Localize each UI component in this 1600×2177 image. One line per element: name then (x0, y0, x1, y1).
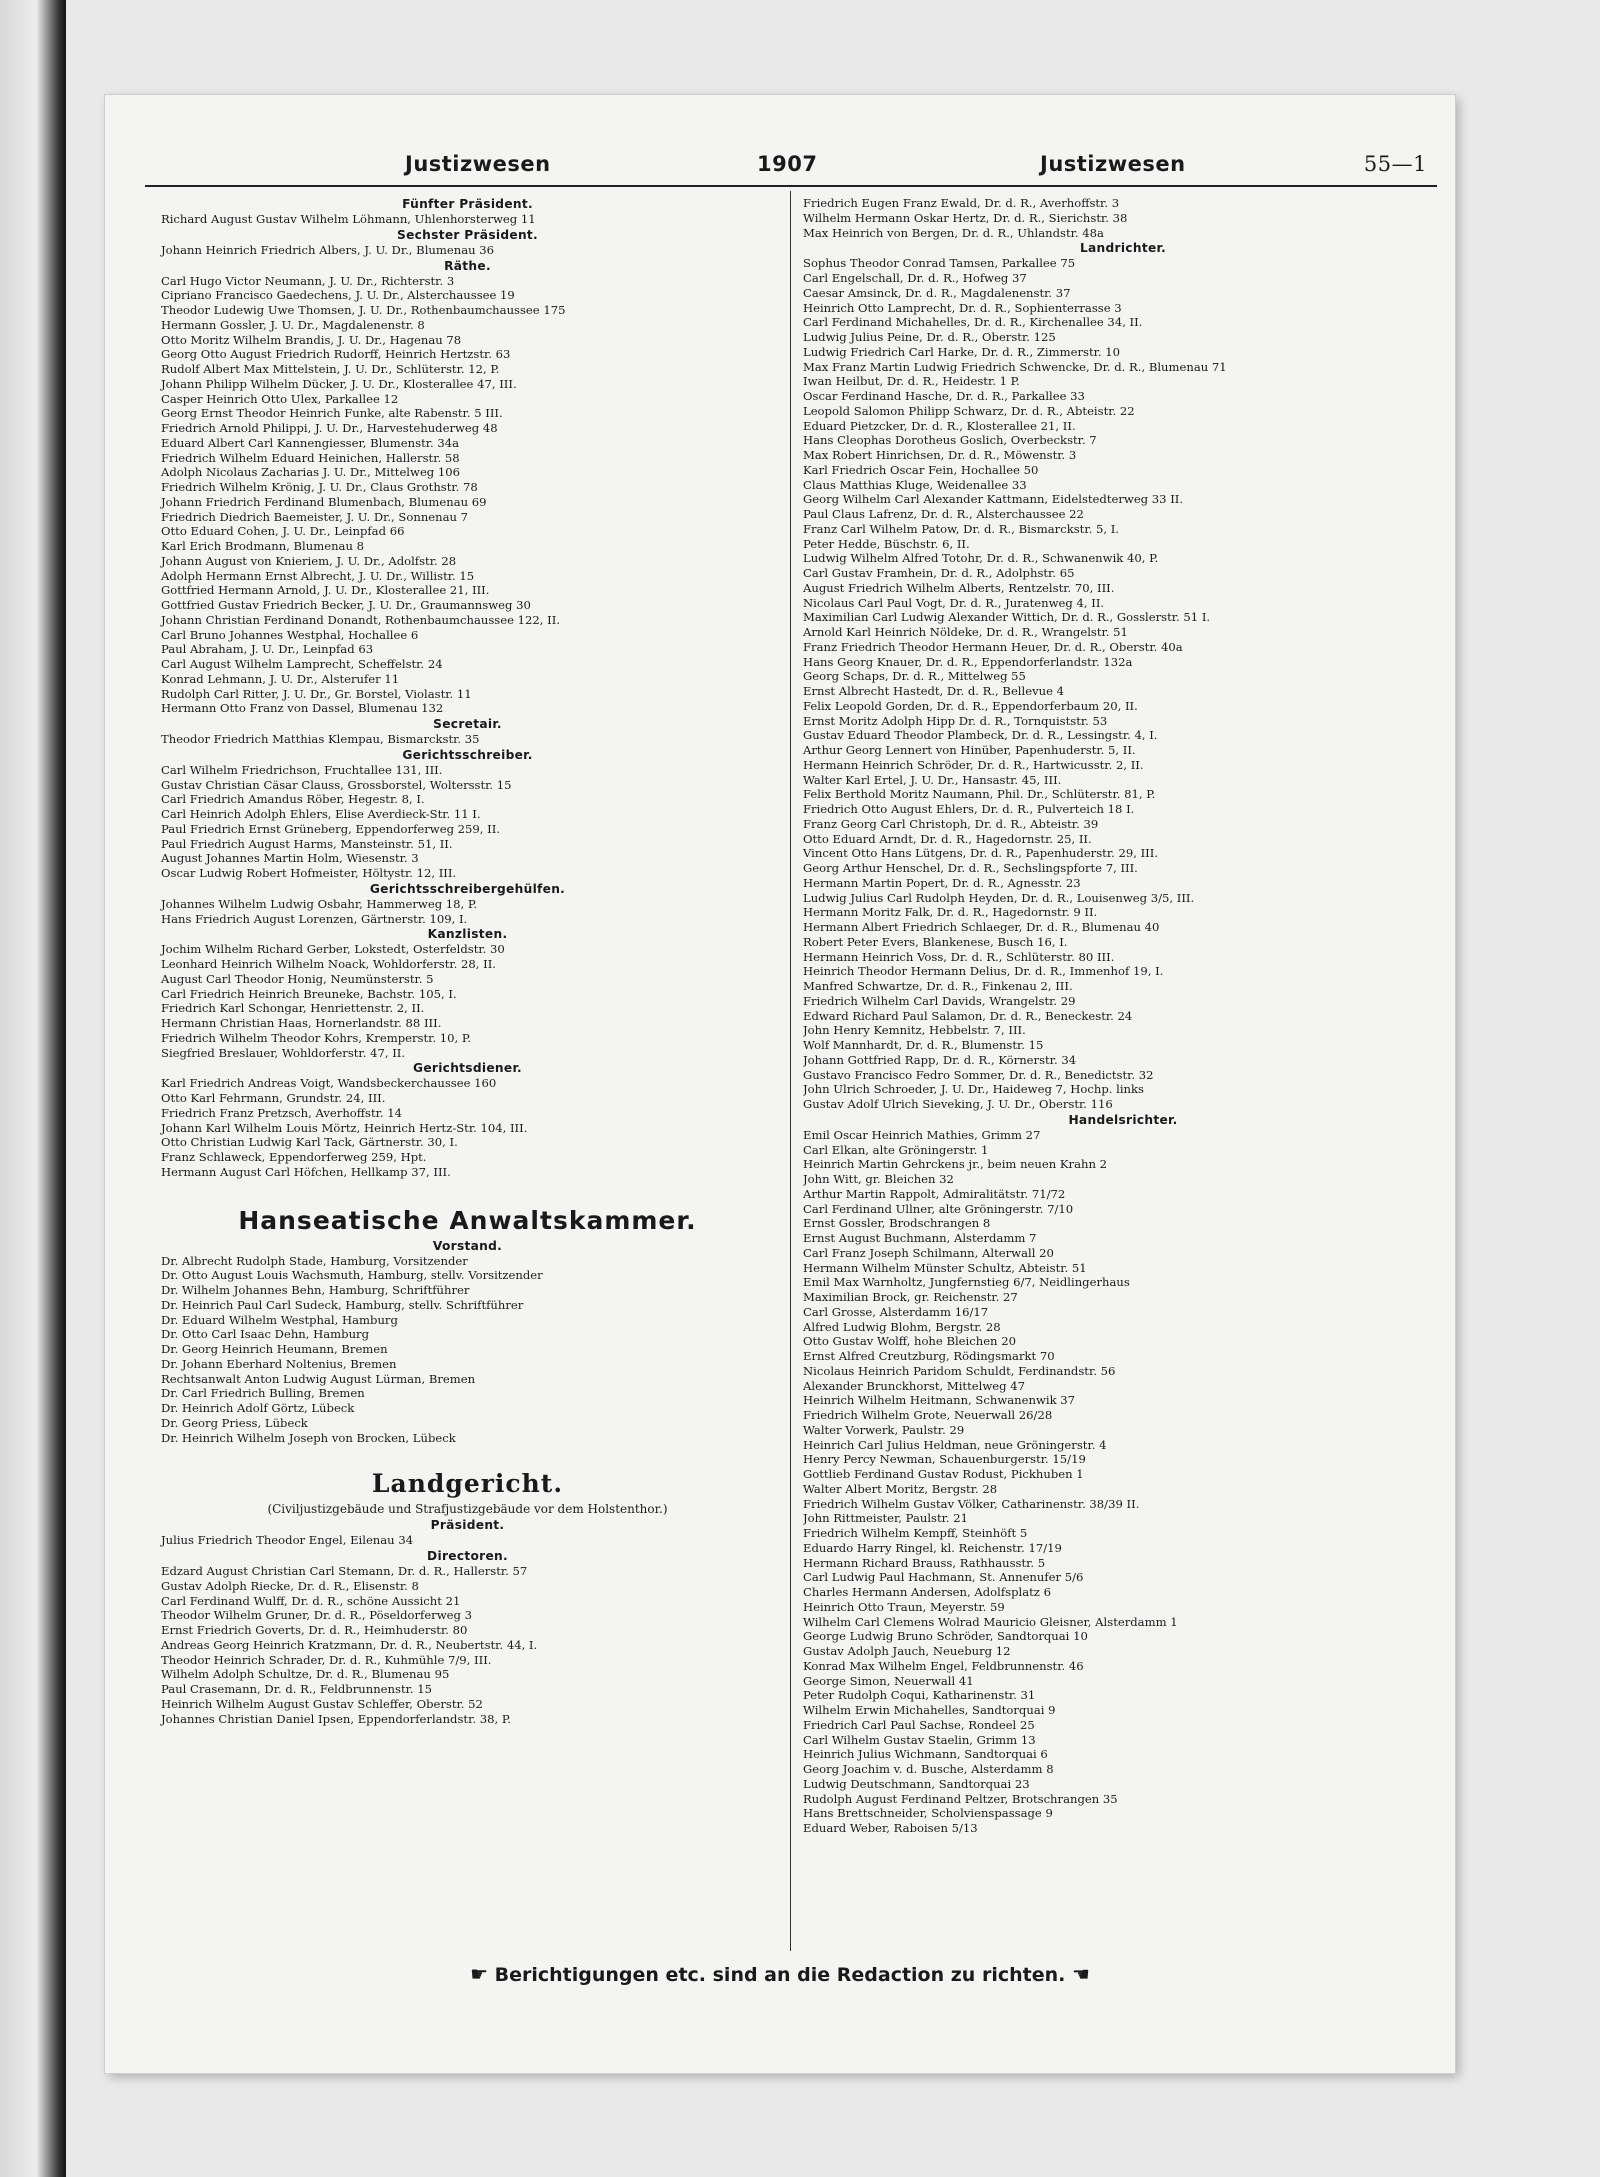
directory-entry: Johann August von Knieriem, J. U. Dr., Adolfstr. 28 (161, 553, 457, 568)
directory-entry: Carl Heinrich Adolph Ehlers, Elise Averdieck-Str. 11 I. (161, 807, 481, 821)
directory-entry: Friedrich Wilhelm Theodor Kohrs, Kremperstr. 10, P. (161, 1030, 472, 1045)
directory-entry: Julius Friedrich Theodor Engel, Eilenau 34 (161, 1533, 414, 1548)
directory-entry: Peter Rudolph Coqui, Katharinenstr. 31 (803, 1688, 1036, 1703)
directory-entry: Edward Richard Paul Salamon, Dr. d. R., Beneckestr. 24 (803, 1008, 1133, 1023)
directory-entry: Hermann Otto Franz von Dassel, Blumenau 132 (161, 701, 444, 716)
directory-entry: Heinrich Julius Wichmann, Sandtorquai 6 (803, 1747, 1048, 1762)
directory-entry: Karl Friedrich Andreas Voigt, Wandsbeckerchaussee 160 (161, 1076, 497, 1091)
directory-entry: Emil Max Warnholtz, Jungfernstieg 6/7, Neidlingerhaus (803, 1275, 1130, 1290)
directory-entry: Friedrich Eugen Franz Ewald, Dr. d. R., Averhoffstr. 3 (803, 196, 1120, 210)
directory-entry: John Henry Kemnitz, Hebbelstr. 7, III. (803, 1023, 1026, 1038)
directory-entry: Franz Schlaweck, Eppendorferweg 259, Hpt. (161, 1150, 427, 1164)
directory-entry: Hermann Wilhelm Münster Schultz, Abteistr. 51 (803, 1260, 1087, 1275)
directory-entry: Max Franz Martin Ludwig Friedrich Schwencke, Dr. d. R., Blumenau 71 (803, 359, 1227, 374)
directory-entry: Paul Abraham, J. U. Dr., Leinpfad 63 (161, 642, 374, 657)
footer-notice (105, 1962, 1455, 1986)
section-heading: Landrichter. (1079, 241, 1167, 256)
directory-entry: Carl Friedrich Heinrich Breuneke, Bachstr. 105, I. (161, 986, 457, 1001)
directory-entry: Ernst Friedrich Goverts, Dr. d. R., Heimhuderstr. 80 (161, 1623, 468, 1637)
section-heading: Präsident. (430, 1518, 505, 1533)
directory-entry: Eduardo Harry Ringel, kl. Reichenstr. 17/19 (803, 1540, 1062, 1555)
directory-entry: Casper Heinrich Otto Ulex, Parkallee 12 (161, 391, 399, 406)
directory-entry: Georg Ernst Theodor Heinrich Funke, alte Rabenstr. 5 III. (161, 406, 503, 421)
section-heading: Kanzlisten. (427, 927, 508, 942)
directory-entry: Carl Wilhelm Gustav Staelin, Grimm 13 (803, 1732, 1036, 1747)
directory-entry: Friedrich Franz Pretzsch, Averhoffstr. 14 (161, 1105, 403, 1120)
directory-entry: Walter Karl Ertel, J. U. Dr., Hansastr. 45, III. (803, 772, 1062, 787)
directory-entry: Wilhelm Hermann Oskar Hertz, Dr. d. R., Sierichstr. 38 (803, 210, 1128, 225)
directory-entry: Heinrich Theodor Hermann Delius, Dr. d. R., Immenhof 19, I. (803, 964, 1164, 979)
directory-entry: Felix Berthold Moritz Naumann, Phil. Dr., Schlüterstr. 81, P. (803, 787, 1156, 802)
directory-entry: Georg Otto August Friedrich Rudorff, Heinrich Hertzstr. 63 (161, 347, 511, 362)
directory-entry: Arnold Karl Heinrich Nöldeke, Dr. d. R., Wrangelstr. 51 (803, 625, 1128, 639)
directory-entry: Hermann Moritz Falk, Dr. d. R., Hagedornstr. 9 II. (803, 905, 1098, 920)
directory-entry: Johann Philipp Wilhelm Dücker, J. U. Dr., Klosterallee 47, III. (161, 376, 517, 391)
directory-entry: Hermann Heinrich Schröder, Dr. d. R., Hartwicusstr. 2, II. (803, 757, 1144, 772)
directory-entry: Max Robert Hinrichsen, Dr. d. R., Möwenstr. 3 (803, 448, 1077, 462)
directory-entry: Carl Ludwig Paul Hachmann, St. Annenufer 5/6 (803, 1570, 1084, 1585)
directory-entry: Carl Grosse, Alsterdamm 16/17 (803, 1304, 989, 1319)
directory-entry: Eduard Weber, Raboisen 5/13 (803, 1821, 978, 1835)
directory-entry: Karl Erich Brodmann, Blumenau 8 (161, 539, 364, 553)
directory-entry: Karl Friedrich Oscar Fein, Hochallee 50 (803, 462, 1039, 477)
directory-entry: Ernst Alfred Creutzburg, Rödingsmarkt 70 (803, 1349, 1055, 1363)
pointing-hand-left-icon: ☚ (1071, 1962, 1090, 1986)
directory-entry: Carl Gustav Framhein, Dr. d. R., Adolphstr. 65 (803, 566, 1075, 580)
directory-entry: Max Heinrich von Bergen, Dr. d. R., Uhlandstr. 48a (803, 225, 1104, 240)
directory-entry: Hermann August Carl Höfchen, Hellkamp 37, III. (161, 1164, 451, 1179)
directory-entry: Ludwig Deutschmann, Sandtorquai 23 (803, 1776, 1030, 1791)
directory-entry: Gustav Eduard Theodor Plambeck, Dr. d. R., Lessingstr. 4, I. (803, 728, 1158, 743)
directory-entry: Caesar Amsinck, Dr. d. R., Magdalenenstr. 37 (803, 285, 1071, 300)
directory-entry: Carl Bruno Johannes Westphal, Hochallee 6 (161, 627, 419, 642)
directory-entry: Ernst August Buchmann, Alsterdamm 7 (803, 1231, 1037, 1245)
directory-entry: Heinrich Martin Gehrckens jr., beim neuen Krahn 2 (803, 1157, 1108, 1172)
directory-entry: Wilhelm Adolph Schultze, Dr. d. R., Blumenau 95 (161, 1667, 450, 1682)
directory-entry: John Witt, gr. Bleichen 32 (803, 1172, 954, 1186)
directory-entry: Maximilian Carl Ludwig Alexander Wittich, Dr. d. R., Gosslerstr. 51 I. (803, 610, 1211, 625)
directory-entry: Johann Karl Wilhelm Louis Mörtz, Heinrich Hertz-Str. 104, III. (161, 1120, 528, 1135)
directory-entry: Leonhard Heinrich Wilhelm Noack, Wohldorferstr. 28, II. (161, 957, 496, 971)
directory-entry: Robert Peter Evers, Blankenese, Busch 16, I. (803, 934, 1068, 949)
directory-entry: John Ulrich Schroeder, J. U. Dr., Haideweg 7, Hochp. links (803, 1082, 1144, 1097)
directory-entry: Carl Ferdinand Wulff, Dr. d. R., schöne Aussicht 21 (161, 1593, 461, 1608)
running-header (105, 152, 1455, 182)
directory-entry: Dr. Albrecht Rudolph Stade, Hamburg, Vorsitzender (161, 1253, 468, 1268)
directory-entry: Wilhelm Carl Clemens Wolrad Mauricio Gleisner, Alsterdamm 1 (803, 1614, 1178, 1629)
directory-entry: Rudolph August Ferdinand Peltzer, Brotschrangen 35 (803, 1791, 1118, 1806)
directory-entry: Paul Friedrich Ernst Grüneberg, Eppendorferweg 259, II. (161, 821, 501, 836)
directory-entry: Johannes Wilhelm Ludwig Osbahr, Hammerweg 18, P. (161, 896, 478, 911)
directory-entry: Hermann Martin Popert, Dr. d. R., Agnesstr. 23 (803, 875, 1081, 890)
directory-entry: Rudolf Albert Max Mittelstein, J. U. Dr., Schlüterstr. 12, P. (161, 362, 500, 376)
directory-entry: Friedrich Wilhelm Gustav Völker, Catharinenstr. 38/39 II. (803, 1496, 1140, 1511)
directory-entry: Edzard August Christian Carl Stemann, Dr. d. R., Hallerstr. 57 (161, 1564, 528, 1578)
directory-entry: Friedrich Karl Schongar, Henriettenstr. 2, II. (161, 1001, 425, 1016)
directory-entry: Eduard Pietzcker, Dr. d. R., Klosterallee 21, II. (803, 418, 1076, 433)
directory-entry: Heinrich Otto Lamprecht, Dr. d. R., Sophienterrasse 3 (803, 300, 1122, 315)
directory-entry: Paul Friedrich August Harms, Mansteinstr. 51, II. (161, 836, 453, 851)
directory-entry: Charles Hermann Andersen, Adolfsplatz 6 (803, 1585, 1051, 1599)
directory-entry: Manfred Schwartze, Dr. d. R., Finkenau 2, III. (803, 979, 1073, 993)
section-heading: Gerichtsschreibergehülfen. (369, 881, 566, 896)
section-heading: Vorstand. (432, 1238, 503, 1253)
column-divider (790, 191, 791, 1951)
directory-entry: Rechtsanwalt Anton Ludwig August Lürman, Bremen (161, 1371, 476, 1386)
directory-entry: Gustav Adolph Riecke, Dr. d. R., Elisenstr. 8 (161, 1578, 419, 1593)
right-column (803, 196, 1443, 1836)
directory-entry: Emil Oscar Heinrich Mathies, Grimm 27 (803, 1127, 1041, 1142)
directory-entry: Carl Ferdinand Ullner, alte Gröningerstr. 7/10 (803, 1201, 1074, 1216)
directory-entry: Friedrich Diedrich Baemeister, J. U. Dr., Sonnenau 7 (161, 509, 469, 524)
directory-entry: Otto Karl Fehrmann, Grundstr. 24, III. (161, 1091, 386, 1105)
directory-entry: Adolph Hermann Ernst Albrecht, J. U. Dr., Willistr. 15 (161, 568, 475, 583)
header-left-title: Justizwesen (405, 152, 551, 176)
directory-entry: Sophus Theodor Conrad Tamsen, Parkallee 75 (803, 256, 1076, 271)
directory-entry: Carl August Wilhelm Lamprecht, Scheffelstr. 24 (161, 657, 443, 671)
directory-entry: Konrad Max Wilhelm Engel, Feldbrunnenstr. 46 (803, 1658, 1084, 1673)
directory-entry: Vincent Otto Hans Lütgens, Dr. d. R., Papenhuderstr. 29, III. (803, 846, 1159, 861)
directory-entry: Konrad Lehmann, J. U. Dr., Alsterufer 11 (161, 671, 400, 686)
directory-entry: Gottfried Gustav Friedrich Becker, J. U. Dr., Graumannsweg 30 (161, 598, 531, 612)
directory-entry: Friedrich Carl Paul Sachse, Rondeel 25 (803, 1717, 1035, 1732)
directory-entry: John Rittmeister, Paulstr. 21 (803, 1511, 969, 1526)
directory-entry: Nicolaus Carl Paul Vogt, Dr. d. R., Juratenweg 4, II. (803, 595, 1105, 610)
directory-entry: Hermann Gossler, J. U. Dr., Magdalenenstr. 8 (161, 317, 425, 332)
directory-entry: Wolf Mannhardt, Dr. d. R., Blumenstr. 15 (803, 1038, 1044, 1052)
directory-entry: Leopold Salomon Philipp Schwarz, Dr. d. R., Abteistr. 22 (803, 403, 1135, 418)
footer-text: Berichtigungen etc. sind an die Redaction zu richten. (494, 1964, 1066, 1986)
directory-entry: Heinrich Wilhelm August Gustav Schleffer, Oberstr. 52 (161, 1696, 483, 1711)
directory-entry: Dr. Georg Priess, Lübeck (161, 1415, 308, 1430)
directory-entry: Georg Schaps, Dr. d. R., Mittelweg 55 (803, 669, 1026, 684)
directory-entry: Friedrich Wilhelm Carl Davids, Wrangelstr. 29 (803, 993, 1076, 1008)
section-heading: Gerichtsdiener. (413, 1061, 522, 1076)
directory-entry: Dr. Otto Carl Isaac Dehn, Hamburg (161, 1327, 370, 1342)
directory-entry: Hans Friedrich August Lorenzen, Gärtnerstr. 109, I. (161, 911, 468, 926)
directory-entry: Theodor Heinrich Schrader, Dr. d. R., Kuhmühle 7/9, III. (161, 1652, 492, 1667)
directory-entry: Henry Percy Newman, Schauenburgerstr. 15/19 (803, 1452, 1086, 1467)
directory-entry: Franz Friedrich Theodor Hermann Heuer, Dr. d. R., Oberstr. 40a (803, 639, 1183, 654)
adjacent-page-edge (0, 0, 66, 2177)
directory-entry: Theodor Ludewig Uwe Thomsen, J. U. Dr., Rothenbaumchaussee 175 (161, 303, 566, 317)
directory-entry: Hermann Albert Friedrich Schlaeger, Dr. d. R., Blumenau 40 (803, 920, 1160, 934)
directory-entry: Ernst Moritz Adolph Hipp Dr. d. R., Tornquiststr. 53 (803, 713, 1108, 728)
directory-entry: Jochim Wilhelm Richard Gerber, Lokstedt, Osterfeldstr. 30 (161, 942, 505, 957)
directory-entry: Dr. Eduard Wilhelm Westphal, Hamburg (161, 1312, 398, 1327)
directory-entry: Friedrich Wilhelm Kempff, Steinhöft 5 (803, 1526, 1028, 1540)
page-number: 55—1 (1363, 152, 1427, 176)
section-heading: Secretair. (433, 717, 502, 731)
directory-entry: Johannes Christian Daniel Ipsen, Eppendorferlandstr. 38, P. (161, 1711, 511, 1726)
directory-entry: Carl Hugo Victor Neumann, J. U. Dr., Richterstr. 3 (161, 273, 455, 288)
directory-entry: George Ludwig Bruno Schröder, Sandtorquai 10 (803, 1629, 1088, 1644)
directory-entry: Alfred Ludwig Blohm, Bergstr. 28 (803, 1319, 1001, 1334)
directory-entry: Peter Hedde, Büschstr. 6, II. (803, 536, 970, 551)
directory-entry: Friedrich Wilhelm Krönig, J. U. Dr., Claus Grothstr. 78 (161, 480, 478, 494)
directory-entry: Theodor Friedrich Matthias Klempau, Bismarckstr. 35 (161, 732, 480, 746)
directory-entry: Paul Crasemann, Dr. d. R., Feldbrunnenstr. 15 (161, 1682, 433, 1696)
court-title: Landgericht. (371, 1469, 564, 1499)
directory-entry: Nicolaus Heinrich Paridom Schuldt, Ferdinandstr. 56 (803, 1363, 1116, 1378)
directory-entry: Maximilian Brock, gr. Reichenstr. 27 (803, 1290, 1018, 1304)
directory-entry: Georg Wilhelm Carl Alexander Kattmann, Eidelstedterweg 33 II. (803, 492, 1184, 507)
directory-entry: Dr. Carl Friedrich Bulling, Bremen (161, 1386, 365, 1401)
directory-entry: Otto Moritz Wilhelm Brandis, J. U. Dr., Hagenau 78 (161, 332, 462, 347)
directory-entry: Hans Cleophas Dorotheus Goslich, Overbeckstr. 7 (803, 433, 1097, 448)
directory-entry: Theodor Wilhelm Gruner, Dr. d. R., Pöseldorferweg 3 (161, 1608, 472, 1623)
directory-entry: Rudolph Carl Ritter, J. U. Dr., Gr. Borstel, Violastr. 11 (161, 686, 472, 701)
directory-entry: Hermann Christian Haas, Hornerlandstr. 88 III. (161, 1016, 442, 1030)
directory-entry: Ludwig Friedrich Carl Harke, Dr. d. R., Zimmerstr. 10 (803, 344, 1121, 359)
section-heading: Räthe. (444, 258, 491, 273)
directory-entry: Heinrich Otto Traun, Meyerstr. 59 (803, 1599, 1005, 1614)
directory-entry: Arthur Martin Rappolt, Admiralitätstr. 71/72 (803, 1186, 1066, 1201)
directory-entry: Gustav Adolph Jauch, Neueburg 12 (803, 1644, 1011, 1658)
header-rule (145, 185, 1437, 187)
directory-entry: Hans Brettschneider, Scholvienspassage 9 (803, 1806, 1053, 1821)
directory-entry: Ernst Gossler, Brodschrangen 8 (803, 1216, 991, 1231)
directory-entry: August Carl Theodor Honig, Neumünsterstr. 5 (161, 971, 434, 986)
directory-entry: Johann Friedrich Ferdinand Blumenbach, Blumenau 69 (161, 494, 487, 509)
directory-entry: Carl Engelschall, Dr. d. R., Hofweg 37 (803, 271, 1027, 285)
directory-entry: Eduard Albert Carl Kannengiesser, Blumenstr. 34a (161, 435, 460, 450)
directory-entry: Gottlieb Ferdinand Gustav Rodust, Pickhuben 1 (803, 1467, 1084, 1481)
directory-entry: Felix Leopold Gorden, Dr. d. R., Eppendorferbaum 20, II. (803, 698, 1138, 713)
directory-entry: Adolph Nicolaus Zacharias J. U. Dr., Mittelweg 106 (161, 465, 461, 480)
directory-entry: Iwan Heilbut, Dr. d. R., Heidestr. 1 P. (803, 374, 1020, 389)
directory-entry: Franz Carl Wilhelm Patow, Dr. d. R., Bismarckstr. 5, I. (803, 521, 1119, 536)
directory-entry: Cipriano Francisco Gaedechens, J. U. Dr., Alsterchaussee 19 (161, 288, 515, 303)
directory-entry: Georg Joachim v. d. Busche, Alsterdamm 8 (803, 1762, 1054, 1776)
directory-entry: Hans Georg Knauer, Dr. d. R., Eppendorferlandstr. 132a (803, 654, 1133, 669)
directory-entry: Ludwig Julius Peine, Dr. d. R., Oberstr. 125 (803, 330, 1056, 344)
section-heading: Gerichtsschreiber. (402, 747, 533, 762)
directory-entry: Johann Christian Ferdinand Donandt, Rothenbaumchaussee 122, II. (161, 612, 561, 627)
directory-entry: Carl Elkan, alte Gröningerstr. 1 (803, 1142, 989, 1157)
section-heading: Handelsrichter. (1068, 1112, 1178, 1127)
directory-entry: Johann Gottfried Rapp, Dr. d. R., Körnerstr. 34 (803, 1052, 1077, 1067)
directory-entry: Paul Claus Lafrenz, Dr. d. R., Alsterchaussee 22 (803, 507, 1084, 521)
directory-entry: Gottfried Hermann Arnold, J. U. Dr., Klosterallee 21, III. (161, 583, 490, 598)
directory-entry: Gustavo Francisco Fedro Sommer, Dr. d. R., Benedictstr. 32 (803, 1067, 1154, 1082)
directory-entry: Georg Arthur Henschel, Dr. d. R., Sechslingspforte 7, III. (803, 861, 1138, 875)
directory-entry: Walter Albert Moritz, Bergstr. 28 (803, 1481, 998, 1496)
directory-entry: Friedrich Otto August Ehlers, Dr. d. R., Pulverteich 18 I. (803, 802, 1135, 816)
court-subtitle: (Civiljustizgebäude und Strafjustizgebäude vor dem Holstenthor.) (267, 1502, 668, 1517)
directory-entry: Wilhelm Erwin Michahelles, Sandtorquai 9 (803, 1703, 1056, 1717)
directory-entry: Carl Friedrich Amandus Röber, Hegestr. 8, I. (161, 792, 425, 807)
directory-entry: Arthur Georg Lennert von Hinüber, Papenhuderstr. 5, II. (803, 743, 1136, 757)
directory-entry: Carl Franz Joseph Schilmann, Alterwall 20 (803, 1245, 1054, 1260)
directory-entry: Otto Gustav Wolff, hohe Bleichen 20 (803, 1334, 1016, 1349)
directory-entry: August Friedrich Wilhelm Alberts, Rentzelstr. 70, III. (803, 580, 1115, 595)
section-heading: Directoren. (427, 1549, 508, 1563)
directory-entry: Walter Vorwerk, Paulstr. 29 (803, 1422, 965, 1437)
header-right-title: Justizwesen (1040, 152, 1186, 176)
directory-entry: Gustav Adolf Ulrich Sieveking, J. U. Dr., Oberstr. 116 (803, 1097, 1113, 1111)
directory-entry: Heinrich Carl Julius Heldman, neue Gröningerstr. 4 (803, 1437, 1107, 1452)
directory-entry: Dr. Georg Heinrich Heumann, Bremen (161, 1342, 388, 1356)
directory-entry: Alexander Brunckhorst, Mittelweg 47 (803, 1378, 1025, 1393)
directory-entry: Andreas Georg Heinrich Kratzmann, Dr. d. R., Neubertstr. 44, I. (161, 1637, 538, 1652)
directory-entry: Ludwig Julius Carl Rudolph Heyden, Dr. d. R., Louisenweg 3/5, III. (803, 890, 1195, 905)
directory-entry: Oscar Ludwig Robert Hofmeister, Höltystr. 12, III. (161, 866, 457, 880)
directory-entry: August Johannes Martin Holm, Wiesenstr. 3 (161, 851, 419, 866)
directory-entry: Johann Heinrich Friedrich Albers, J. U. Dr., Blumenau 36 (161, 242, 495, 257)
directory-entry: Siegfried Breslauer, Wohldorferstr. 47, II. (161, 1045, 406, 1060)
left-column (155, 196, 780, 1726)
directory-entry: Dr. Wilhelm Johannes Behn, Hamburg, Schriftführer (161, 1283, 470, 1297)
directory-entry: Otto Christian Ludwig Karl Tack, Gärtnerstr. 30, I. (161, 1135, 458, 1150)
chamber-title: Hanseatische Anwaltskammer. (238, 1205, 697, 1235)
directory-entry: Hermann Heinrich Voss, Dr. d. R., Schlüterstr. 80 III. (803, 949, 1115, 964)
pointing-hand-right-icon: ☛ (470, 1962, 489, 1986)
section-heading: Fünfter Präsident. (402, 197, 533, 211)
section-heading: Sechster Präsident. (397, 227, 538, 242)
directory-entry: Gustav Christian Cäsar Clauss, Grossborstel, Woltersstr. 15 (161, 777, 512, 792)
document-page (105, 95, 1455, 2073)
directory-entry: Richard August Gustav Wilhelm Löhmann, Uhlenhorsterweg 11 (161, 212, 536, 226)
directory-entry: Dr. Johann Eberhard Noltenius, Bremen (161, 1356, 397, 1371)
directory-entry: Dr. Otto August Louis Wachsmuth, Hamburg, stellv. Vorsitzender (161, 1268, 543, 1283)
directory-entry: Otto Eduard Arndt, Dr. d. R., Hagedornstr. 25, II. (803, 831, 1092, 846)
directory-entry: Friedrich Wilhelm Eduard Heinichen, Hallerstr. 58 (161, 450, 460, 465)
directory-entry: Ludwig Wilhelm Alfred Totohr, Dr. d. R., Schwanenwik 40, P. (803, 551, 1159, 566)
directory-entry: Friedrich Arnold Philippi, J. U. Dr., Harvestehuderweg 48 (161, 421, 498, 435)
directory-entry: Franz Georg Carl Christoph, Dr. d. R., Abteistr. 39 (803, 816, 1099, 831)
directory-entry: Oscar Ferdinand Hasche, Dr. d. R., Parkallee 33 (803, 389, 1085, 403)
directory-entry: Heinrich Wilhelm Heitmann, Schwanenwik 37 (803, 1393, 1076, 1408)
directory-entry: Carl Ferdinand Michahelles, Dr. d. R., Kirchenallee 34, II. (803, 315, 1143, 330)
directory-entry: Dr. Heinrich Paul Carl Sudeck, Hamburg, stellv. Schriftführer (161, 1297, 524, 1312)
directory-entry: Claus Matthias Kluge, Weidenallee 33 (803, 477, 1027, 492)
directory-entry: George Simon, Neuerwall 41 (803, 1673, 974, 1688)
header-year: 1907 (757, 152, 818, 176)
directory-entry: Dr. Heinrich Wilhelm Joseph von Brocken, Lübeck (161, 1430, 456, 1445)
directory-entry: Hermann Richard Brauss, Rathhausstr. 5 (803, 1555, 1046, 1570)
directory-entry: Friedrich Wilhelm Grote, Neuerwall 26/28 (803, 1408, 1053, 1422)
directory-entry: Otto Eduard Cohen, J. U. Dr., Leinpfad 66 (161, 524, 405, 539)
directory-entry: Ernst Albrecht Hastedt, Dr. d. R., Bellevue 4 (803, 684, 1065, 698)
directory-entry: Dr. Heinrich Adolf Görtz, Lübeck (161, 1401, 355, 1415)
directory-entry: Carl Wilhelm Friedrichson, Fruchtallee 131, III. (161, 762, 443, 777)
